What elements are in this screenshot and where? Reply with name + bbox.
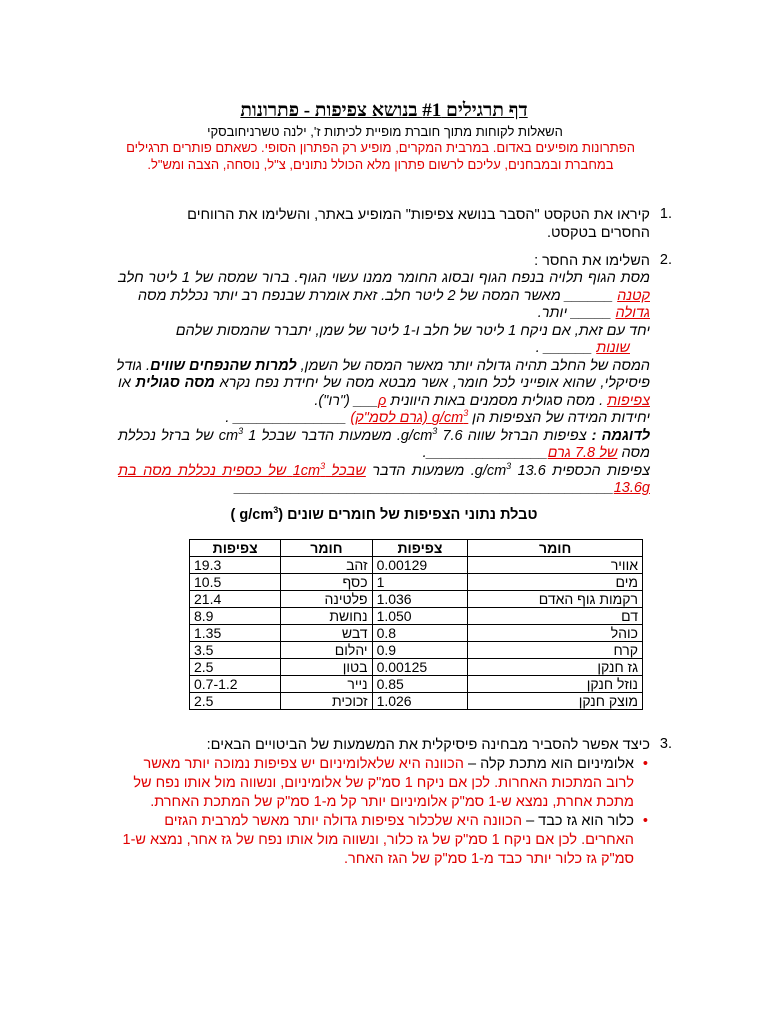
q2-line5 <box>118 340 650 358</box>
q3-b2-prompt: כלור הוא גז כבד – <box>526 813 634 829</box>
q2-line10-b: . משמעות הדבר שבכל 1 cm <box>218 427 401 444</box>
q2-line10-a: צפיפות הברזל שווה 7.6 g/cm <box>400 427 587 444</box>
table-header-row <box>190 540 643 557</box>
density-cell: 2.5 <box>190 659 281 676</box>
q2-line10-c: של ברזל נכללת <box>118 427 214 444</box>
q2-line6 <box>118 358 650 376</box>
density-cell: 21.4 <box>190 591 281 608</box>
material-cell: דם <box>468 608 643 625</box>
density-cell: 19.3 <box>190 557 281 574</box>
material-cell: רקמות גוף האדם <box>468 591 643 608</box>
table-row <box>190 676 643 693</box>
table-row <box>190 642 643 659</box>
q2-line8: צפיפות . מסה סגולית מסמנים באות היוונית ρ___ ("רו"). <box>314 392 650 409</box>
density-cell: 0.9 <box>372 642 468 659</box>
q2-answer-large: גדולה <box>615 305 650 321</box>
solutions-note: הפתרונות מופיעים באדום. במרבית המקרים, מופיע רק הפתרון הסופי. כשאתם פותרים תרגילים במחברת ובמבחנים, עליכם לרשום פתרון מלא הכולל נתונים, צ"ל, נוסחה, הצבה ומש"ל. <box>126 140 635 172</box>
density-cell: 1.050 <box>372 608 468 625</box>
q2-line8-end: ("רו"). <box>314 392 350 409</box>
q2-answer-mercury-mass: 13.6g <box>613 480 650 496</box>
q1-line2: החסרים בטקסט. <box>546 225 650 241</box>
q2-line2-text: ______ מאשר המסה של 2 ליטר חלב. זאת אומרת שבנפח רב יותר נכללת מסה <box>137 287 614 304</box>
q2-line7-bold: מסה סגולית <box>135 375 215 391</box>
q2-answer-mercury: שבכל $1cm^3$ של כספית נכללת מסה בת <box>118 460 366 479</box>
q2-line1: מסת הגוף תלויה בנפח הגוף ובסוג החומר ממנו עשוי הגוף. ברור שמסה של 1 ליטר חלב <box>118 270 651 286</box>
q2-intro: השלימו את החסר : <box>534 253 650 269</box>
q3-number: 3. <box>659 736 672 752</box>
q2-unit-gcm: g/cm <box>431 410 464 426</box>
material-cell: מוצק חנקן <box>468 693 643 710</box>
material-cell: יהלום <box>281 642 372 659</box>
header-material-1: חומר <box>468 540 643 557</box>
material-cell: זהב <box>281 557 372 574</box>
table-unit-text: ( g/cm <box>230 507 274 523</box>
material-cell: פלטינה <box>281 591 372 608</box>
q2-unit-words: (גרם לסמ"ק) <box>350 410 428 426</box>
density-cell: 8.9 <box>190 608 281 625</box>
q3-b2-answer: הכוונה היא שלכלור צפיפות גדולה יותר מאשר למרבית הגזים האחרים. לכן אם ניקח 1 סמ"ק של גז כלור, ונשווה מול אותו נפח של גז אחר, נמצא ש-1 סמ"ק גז כלור יותר כבד מ-1 סמ"ק של הגז האחר. <box>122 813 634 867</box>
material-cell: נוזל חנקן <box>468 676 643 693</box>
q1-text <box>110 206 650 242</box>
material-cell: נחושת <box>281 608 372 625</box>
density-table <box>189 539 643 710</box>
q2-number: 2. <box>659 252 672 268</box>
q2-line11: מסה של 7.8 גרם_______________. <box>422 445 650 461</box>
table-row <box>190 693 643 710</box>
table-title <box>0 507 768 523</box>
q2-line5-text: ______ . <box>535 340 593 356</box>
q2-line3 <box>118 305 650 323</box>
q2-line10: לדוגמה : צפיפות הברזל שווה 7.6 $g/cm^3$. משמעות הדבר שבכל 1 $cm^3$ של ברזל נכללת <box>118 425 651 444</box>
table-row <box>190 608 643 625</box>
table-row <box>190 574 643 591</box>
q2-line13: 13.6g_______________________________________________ <box>234 480 650 496</box>
q2-line6-a: המסה של החלב תהיה גדולה יותר מאשר המסה של השמן, <box>300 357 650 374</box>
q2-example-label: לדוגמה : <box>591 427 651 444</box>
q2-line11-a: מסה <box>621 445 650 461</box>
table-title-text: טבלת נתוני הצפיפות של חומרים שונים <box>287 507 538 523</box>
material-cell: כסף <box>281 574 372 591</box>
q2-answer-mass: של 7.8 גרם <box>547 445 618 461</box>
q1-number: 1. <box>659 206 672 222</box>
density-cell: 0.8 <box>372 625 468 642</box>
q1-line1: קיראו את הטקסט "הסבר בנושא צפיפות" המופיע באתר, והשלימו את הרווחים <box>187 207 650 223</box>
density-cell: 0.85 <box>372 676 468 693</box>
header-density-2: צפיפות <box>190 540 281 557</box>
q3-bullet-chlorine <box>120 812 648 869</box>
page-title: דף תרגילים #1 בנושא צפיפות - פתרונות <box>240 100 528 121</box>
q2-line12: צפיפות הכספית 13.6 $g/cm^3$. משמעות הדבר שבכל $1cm^3$ של כספית נכללת מסה בת <box>118 460 650 479</box>
material-cell: אוויר <box>468 557 643 574</box>
table-row <box>190 625 643 642</box>
q2-answer-unit: $g/cm^3$ (גרם לסמ"ק) <box>350 408 469 426</box>
q2-line8-text: . מסה סגולית מסמנים באות היוונית <box>390 392 604 409</box>
q2-answer-rho: ρ <box>378 392 387 409</box>
material-cell: זכוכית <box>281 693 372 710</box>
q2-line7-c: או <box>118 375 131 391</box>
density-cell: 1.026 <box>372 693 468 710</box>
q2-answer-density: צפיפות <box>607 392 650 409</box>
q2-line6-c: . גודל <box>116 357 151 374</box>
q3-b1-answer: הכוונה היא שלאלומיניום יש צפיפות נמוכה יותר מאשר לרוב המתכות האחרות. לכן אם ניקח 1 סמ"ק של אלומיניום, ונשווה מול אותו נפח של מתכת אחרת, נמצא ש-1 סמ"ק אלומיניום יותר קל מ-1 סמ"ק של המתכת האחרת. <box>133 756 634 810</box>
q2-answer-different: שונות <box>596 340 630 356</box>
material-cell: בטון <box>281 659 372 676</box>
material-cell: כוהל <box>468 625 643 642</box>
material-cell: נייר <box>281 676 372 693</box>
density-cell: 1.036 <box>372 591 468 608</box>
material-cell: גז חנקן <box>468 659 643 676</box>
header-material-2: חומר <box>281 540 372 557</box>
density-cell: 10.5 <box>190 574 281 591</box>
q2-body <box>118 270 650 498</box>
q3-intro: כיצד אפשר להסביר מבחינה פיסיקלית את המשמעות של הביטויים הבאים: <box>206 737 650 753</box>
q2-mercury-b: של כספית נכללת מסה בת <box>118 462 287 479</box>
q2-line2 <box>118 288 650 306</box>
density-cell: 2.5 <box>190 693 281 710</box>
q2-answer-small: קטנה <box>617 287 650 304</box>
density-cell: 1.35 <box>190 625 281 642</box>
q3-answers <box>120 755 648 869</box>
q2-line6-bold: למרות שהנפחים שווים <box>150 357 297 374</box>
q2-line7-a: פיסיקלי, שהוא אופייני לכל חומר, אשר מבטא מסה של יחידת נפח נקרא <box>219 375 651 391</box>
material-cell: מים <box>468 574 643 591</box>
q2-line7 <box>118 375 650 393</box>
q2-mercury-a: שבכל 1cm <box>292 462 366 479</box>
density-cell: 0.00125 <box>372 659 468 676</box>
table-row <box>190 557 643 574</box>
density-cell: 1 <box>372 574 468 591</box>
table-row <box>190 659 643 676</box>
q2-line12-b: . משמעות הדבר <box>372 462 475 479</box>
q2-line4: יחד עם זאת, אם ניקח 1 ליטר של חלב ו-1 ליטר של שמן, יתברר שהמסות שלהם <box>175 322 650 339</box>
header-density-1: צפיפות <box>372 540 468 557</box>
material-cell: דבש <box>281 625 372 642</box>
subtitle: השאלות לקוחות מתוך חוברת מופיית לכיתות ז', ילנה טשרניחובסקי <box>207 124 563 139</box>
table-title-unit: ( $g/cm^3$) <box>230 505 284 523</box>
q2-line9: יחידות המידה של הצפיפות הן $g/cm^3$ (גרם לסמ"ק) ______________ . <box>225 408 650 426</box>
table-row <box>190 591 643 608</box>
material-cell: קרח <box>468 642 643 659</box>
q2-line9-a: יחידות המידה של הצפיפות הן <box>472 410 650 426</box>
q2-line12-a: צפיפות הכספית 13.6 g/cm <box>474 462 650 479</box>
density-cell: 0.7-1.2 <box>190 676 281 693</box>
density-cell: 3.5 <box>190 642 281 659</box>
q2-line3-text: _____ יותר. <box>537 305 612 321</box>
q3-bullet-aluminum <box>120 755 648 812</box>
q3-b1-prompt: אלומיניום הוא מתכת קלה – <box>468 756 634 772</box>
density-cell: 0.00129 <box>372 557 468 574</box>
